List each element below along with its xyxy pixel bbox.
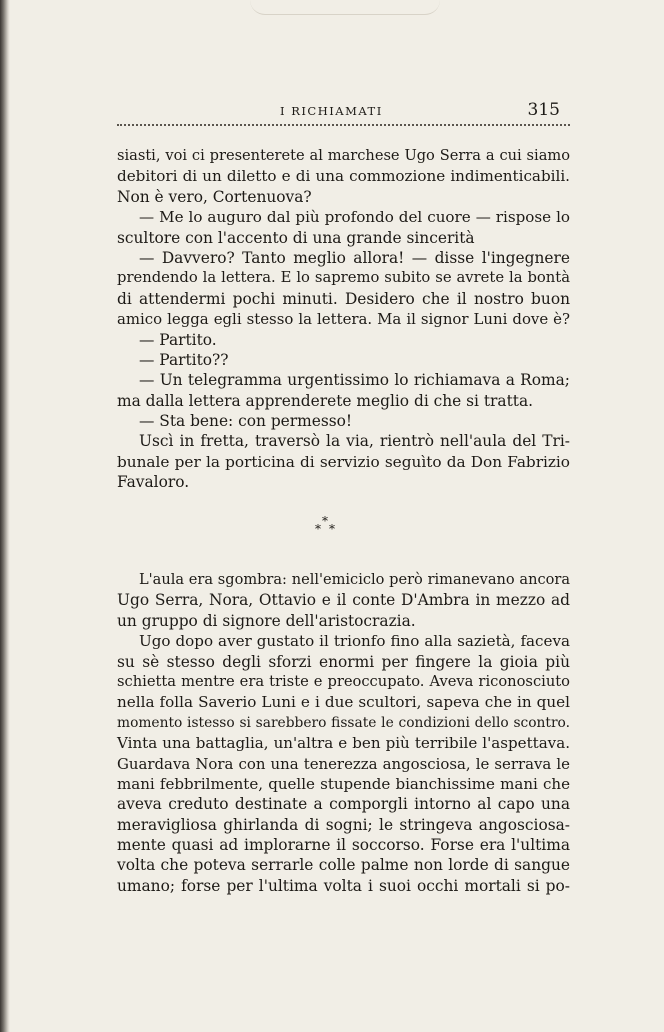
text-line: mente quasi ad implorarne il soccorso. Forse era l'ultima [117,836,570,855]
text-line: ma dalla lettera apprenderete meglio di che si tratta. [117,391,534,410]
text-line: scultore con l'accento di una grande sincerità [117,228,475,247]
text-line: Ugo Serra, Nora, Ottavio e il conte D'Ambra in mezzo ad [117,591,570,610]
header-rule [117,124,570,126]
text-line: amico legga egli stesso la lettera. Ma il signor Luni dove è? [117,310,570,329]
text-line: su sè stesso degli sforzi enormi per fingere la gioia più [117,652,570,671]
page-header [117,102,570,124]
text-line: Ugo dopo aver gustato il trionfo fino alla sazietà, faceva [139,632,570,651]
running-title: I RICHIAMATI [280,104,383,118]
text-line: prendendo la lettera. E lo sapremo subito se avrete la bontà [117,269,570,287]
section-asterism [312,515,342,537]
text-line: mani febbrilmente, quelle stupende bianchissime mani che [117,774,570,793]
text-line: bunale per la porticina di servizio seguìto da Don Fabrizio [117,452,570,471]
asterisk: * [315,522,321,536]
text-block-1 [117,146,570,493]
text-line: L'aula era sgombra: nell'emiciclo però rimanevano ancora [139,571,570,588]
text-line: umano; forse per l'ultima volta i suoi occhi mortali si po- [117,876,570,895]
text-line: di attendermi pochi minuti. Desidero che il nostro buon [117,289,570,308]
text-line: debitori di un diletto e di una commozione indimenticabili. [117,167,570,186]
text-line: Guardava Nora con una tenerezza angosciosa, le serrava le [117,754,570,773]
text-line: Uscì in fretta, traversò la via, rientrò nell'aula del Tri- [139,432,570,451]
asterisk: * [329,522,335,536]
text-line: — Partito?? [139,350,229,369]
text-line: — Davvero? Tanto meglio allora! — disse l'ingegnere [139,248,570,267]
page-number: 315 [527,100,560,120]
text-line: momento istesso si sarebbero fissate le condizioni dello scontro. [117,714,570,731]
binding-edge [0,0,10,1032]
text-line: — Un telegramma urgentissimo lo richiamava a Roma; [139,371,570,390]
text-line: — Sta bene: con permesso! [139,412,353,431]
text-block-2 [117,570,570,896]
text-line: Non è vero, Cortenuova? [117,187,312,206]
page-notch [250,0,440,15]
asterisk: * [322,514,328,528]
text-line: un gruppo di signore dell'aristocrazia. [117,611,416,630]
text-line: — Me lo auguro dal più profondo del cuore — rispose lo [139,208,570,227]
text-line: — Partito. [139,330,217,349]
text-line: Favaloro. [117,473,190,492]
text-line: schietta mentre era triste e preoccupato. Aveva riconosciuto [117,672,570,690]
text-line: Vinta una battaglia, un'altra e ben più terribile l'aspettava. [117,734,570,753]
text-line: nella folla Saverio Luni e i due scultori, sapeva che in quel [117,693,570,712]
text-line: siasti, voi ci presenterete al marchese Ugo Serra a cui siamo [117,147,570,164]
text-line: meravigliosa ghirlanda di sogni; le stringeva angosciosa- [117,815,570,834]
text-line: aveva creduto destinate a comporgli intorno al capo una [117,795,570,814]
text-line: volta che poteva serrarle colle palme non lorde di sangue [117,856,570,875]
